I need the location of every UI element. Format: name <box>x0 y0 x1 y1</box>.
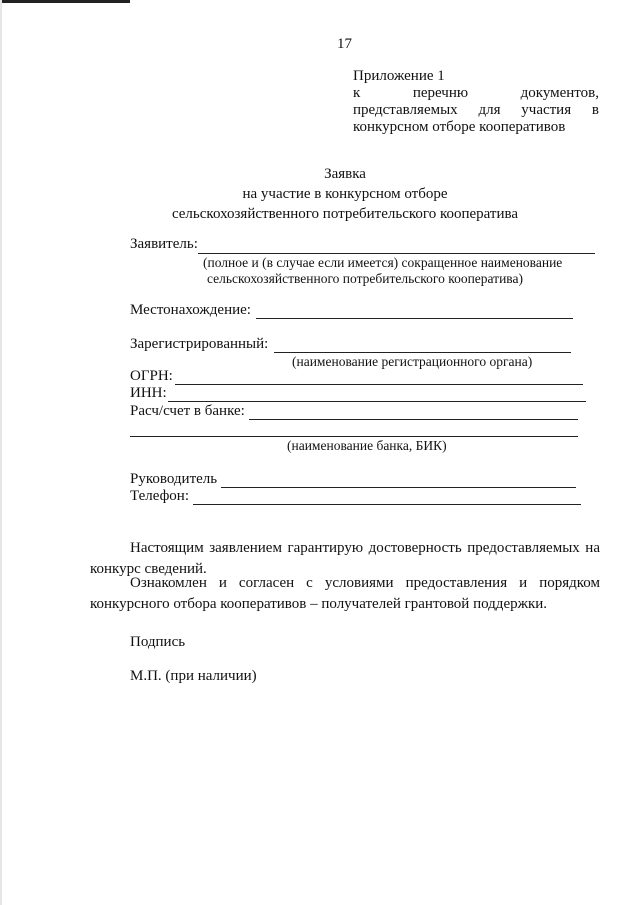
signature-label: Подпись <box>130 634 186 650</box>
annex-line-2: к перечню документов, <box>353 85 599 101</box>
bank-hint: (наименование банка, БИК) <box>287 438 447 453</box>
account-line <box>249 419 578 420</box>
annex-line-3: представляемых для участия в <box>353 102 599 118</box>
head-label: Руководитель <box>130 471 218 487</box>
title-line-2: на участие в конкурсном отборе <box>242 186 448 202</box>
phone-label: Телефон: <box>130 488 189 504</box>
stamp-label: М.П. (при наличии) <box>130 668 257 684</box>
inn-label: ИНН: <box>130 385 167 401</box>
location-line <box>256 318 573 319</box>
page-number: 17 <box>337 36 352 52</box>
applicant-hint-1: (полное и (в случае если имеется) сокращенное наименование <box>203 255 563 270</box>
annex-block <box>353 68 599 136</box>
statement-paragraph-2 <box>90 573 600 614</box>
inn-line <box>168 401 586 402</box>
statement-p1-line1: Настоящим заявлением гарантирую достоверность предоставляемых на <box>130 540 600 556</box>
registered-label: Зарегистрированный: <box>130 336 269 352</box>
statement-p2-line1: Ознакомлен и согласен с условиями предоставления и порядком <box>130 575 600 591</box>
phone-line <box>193 504 581 505</box>
ogrn-label: ОГРН: <box>130 368 173 384</box>
applicant-hint-2: сельскохозяйственного потребительского кооператива) <box>207 271 523 286</box>
ogrn-line <box>175 384 583 385</box>
annex-line-1: Приложение 1 <box>353 68 445 84</box>
scan-edge-mark <box>0 0 130 3</box>
title-line-3: сельскохозяйственного потребительского кооператива <box>171 206 519 222</box>
account-line-2 <box>130 436 578 437</box>
location-label: Местонахождение: <box>130 302 251 318</box>
registered-hint: (наименование регистрационного органа) <box>292 354 533 369</box>
statement-p2-line2: конкурсного отбора кооперативов – получателей грантовой поддержки. <box>90 595 548 612</box>
scan-left-edge <box>0 0 2 905</box>
annex-line-4: конкурсном отборе кооперативов <box>353 119 566 135</box>
registered-line <box>274 352 571 353</box>
account-label: Расч/счет в банке: <box>130 403 245 419</box>
statement-p1-line2: конкурс сведений. <box>90 560 207 577</box>
title-line-1: Заявка <box>324 166 366 182</box>
applicant-label: Заявитель: <box>130 236 198 252</box>
applicant-line <box>198 253 595 254</box>
head-line <box>221 487 576 488</box>
